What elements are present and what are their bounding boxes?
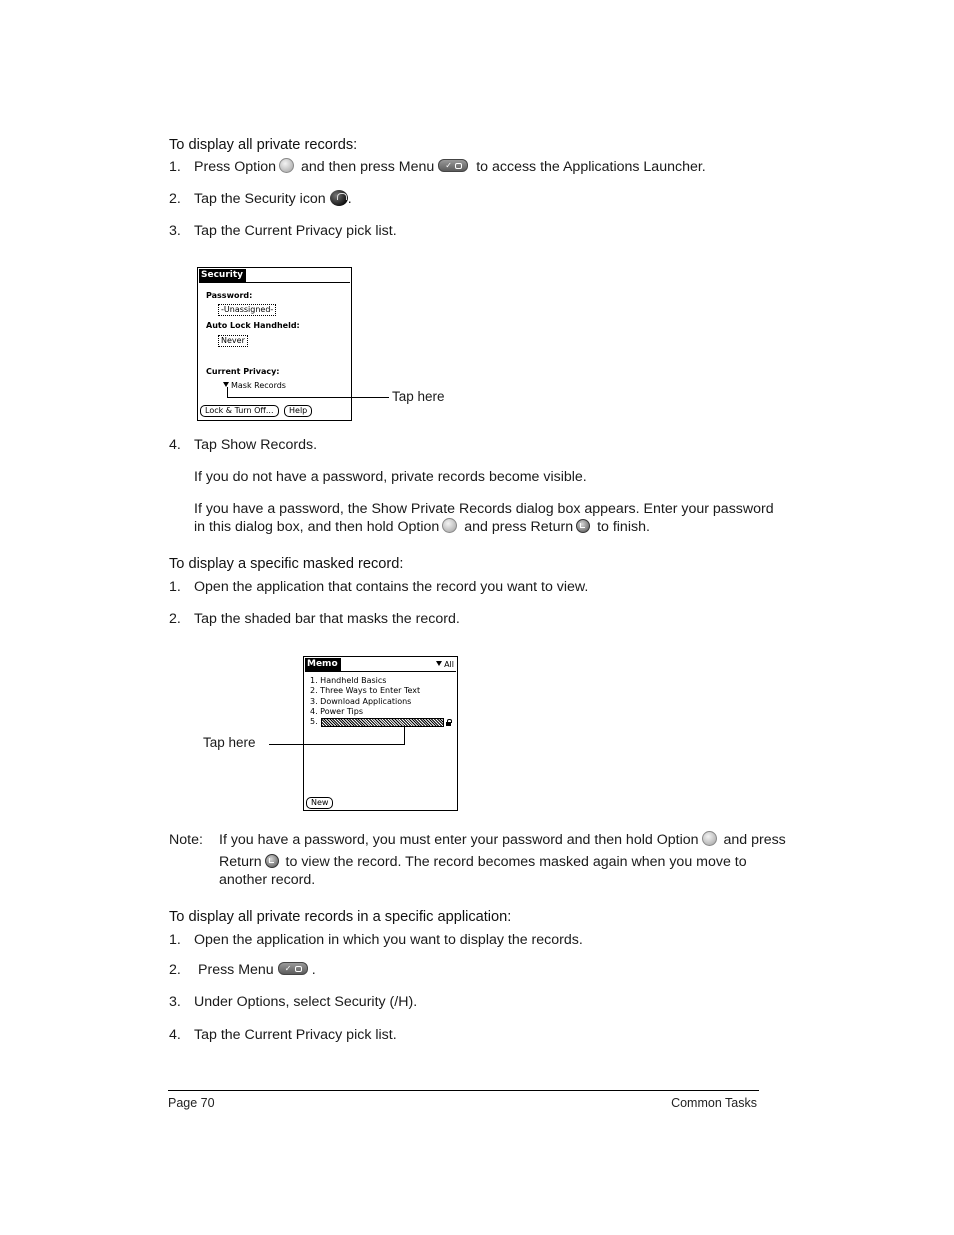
step-number: 2. xyxy=(169,191,181,207)
new-button[interactable]: New xyxy=(306,797,333,809)
step-text: Tap the Current Privacy pick list. xyxy=(194,1027,397,1043)
screen-title: Memo xyxy=(305,658,341,671)
section-heading-specific-app: To display all private records in a specific application: xyxy=(169,909,512,925)
memo-item[interactable]: 2. Three Ways to Enter Text xyxy=(310,686,421,695)
lock-icon xyxy=(446,722,451,726)
note-text-part: and press xyxy=(723,832,786,848)
help-button[interactable]: Help xyxy=(284,405,312,417)
note-text: another record. xyxy=(219,872,316,888)
step-number: 1. xyxy=(169,579,181,595)
step-number: 1. xyxy=(169,932,181,948)
step-text: Press Menu xyxy=(198,962,274,978)
step-text: . xyxy=(311,962,316,978)
paragraph-text: to finish. xyxy=(597,519,650,535)
privacy-label: Current Privacy: xyxy=(206,367,280,376)
step-text: Under Options, select Security (/H). xyxy=(194,994,418,1010)
step-text: . xyxy=(347,191,352,207)
note-label: Note: xyxy=(169,832,203,848)
footer-rule xyxy=(168,1090,759,1091)
callout-tap-here: Tap here xyxy=(392,389,445,404)
memo-item[interactable]: 4. Power Tips xyxy=(310,707,364,716)
step-text: Tap the shaded bar that masks the record. xyxy=(194,611,460,627)
option-button-icon xyxy=(702,831,717,846)
autolock-label: Auto Lock Handheld: xyxy=(206,321,300,330)
dropdown-triangle-icon xyxy=(436,661,442,666)
callout-line xyxy=(227,397,389,398)
callout-line xyxy=(404,725,405,744)
title-rule xyxy=(199,282,350,283)
autolock-field[interactable]: Never xyxy=(218,335,248,347)
step-number: 2. xyxy=(169,611,181,627)
step-number: 3. xyxy=(169,994,181,1010)
step-number: 2. xyxy=(169,962,181,978)
step-number: 1. xyxy=(169,159,181,175)
security-icon xyxy=(330,190,348,206)
callout-line xyxy=(269,744,405,745)
step-number: 3. xyxy=(169,223,181,239)
paragraph-text: and press Return xyxy=(464,519,574,535)
memo-item-masked[interactable]: 5. xyxy=(310,717,318,726)
chapter-title: Common Tasks xyxy=(671,1096,757,1110)
return-button-icon xyxy=(576,519,590,533)
callout-line xyxy=(227,387,228,397)
privacy-value: Mask Records xyxy=(231,381,286,390)
step-text: to access the Applications Launcher. xyxy=(476,159,706,175)
paragraph: If you do not have a password, private records become visible. xyxy=(194,469,587,485)
category-value: All xyxy=(444,660,454,669)
note-text xyxy=(219,831,786,849)
paragraph xyxy=(194,518,650,536)
page-number: Page 70 xyxy=(168,1096,215,1110)
menu-button-icon xyxy=(438,159,468,172)
step-text: Open the application in which you want to display the records. xyxy=(194,932,583,948)
note-text xyxy=(219,853,747,871)
category-picklist[interactable] xyxy=(436,660,454,670)
note-text-part: If you have a password, you must enter your password and then hold Option xyxy=(219,832,699,848)
paragraph: If you have a password, the Show Private Records dialog box appears. Enter your password xyxy=(194,501,774,517)
step-text: Open the application that contains the record you want to view. xyxy=(194,579,589,595)
privacy-picklist[interactable] xyxy=(223,381,286,391)
screen-title: Security xyxy=(199,269,246,282)
step-text: Tap the Security icon xyxy=(194,191,326,207)
password-label: Password: xyxy=(206,291,253,300)
section-heading-all-private: To display all private records: xyxy=(169,137,358,153)
callout-tap-here: Tap here xyxy=(203,735,256,750)
option-button-icon xyxy=(442,518,457,533)
password-field[interactable]: -Unassigned- xyxy=(218,304,276,316)
paragraph-text: in this dialog box, and then hold Option xyxy=(194,519,440,535)
step-number: 4. xyxy=(169,437,181,453)
step-text: Tap the Current Privacy pick list. xyxy=(194,223,397,239)
step-text: and then press Menu xyxy=(300,159,435,175)
memo-item[interactable]: 3. Download Applications xyxy=(310,697,412,706)
section-heading-masked-record: To display a specific masked record: xyxy=(169,556,404,572)
dropdown-triangle-icon xyxy=(223,382,229,387)
memo-screen xyxy=(303,656,458,811)
step-number: 4. xyxy=(169,1027,181,1043)
lock-turn-off-button[interactable]: Lock & Turn Off... xyxy=(200,405,279,417)
title-rule xyxy=(305,671,456,672)
menu-button-icon xyxy=(278,962,308,975)
note-text-part: to view the record. The record becomes masked again when you move to xyxy=(285,854,747,870)
memo-item[interactable]: 1. Handheld Basics xyxy=(310,676,387,685)
step-text: Press Option xyxy=(194,159,277,175)
masked-record-bar[interactable] xyxy=(321,718,444,727)
return-button-icon xyxy=(265,854,279,868)
note-text-part: Return xyxy=(219,854,262,870)
step-text: Tap Show Records. xyxy=(194,437,318,453)
option-button-icon xyxy=(279,158,294,173)
